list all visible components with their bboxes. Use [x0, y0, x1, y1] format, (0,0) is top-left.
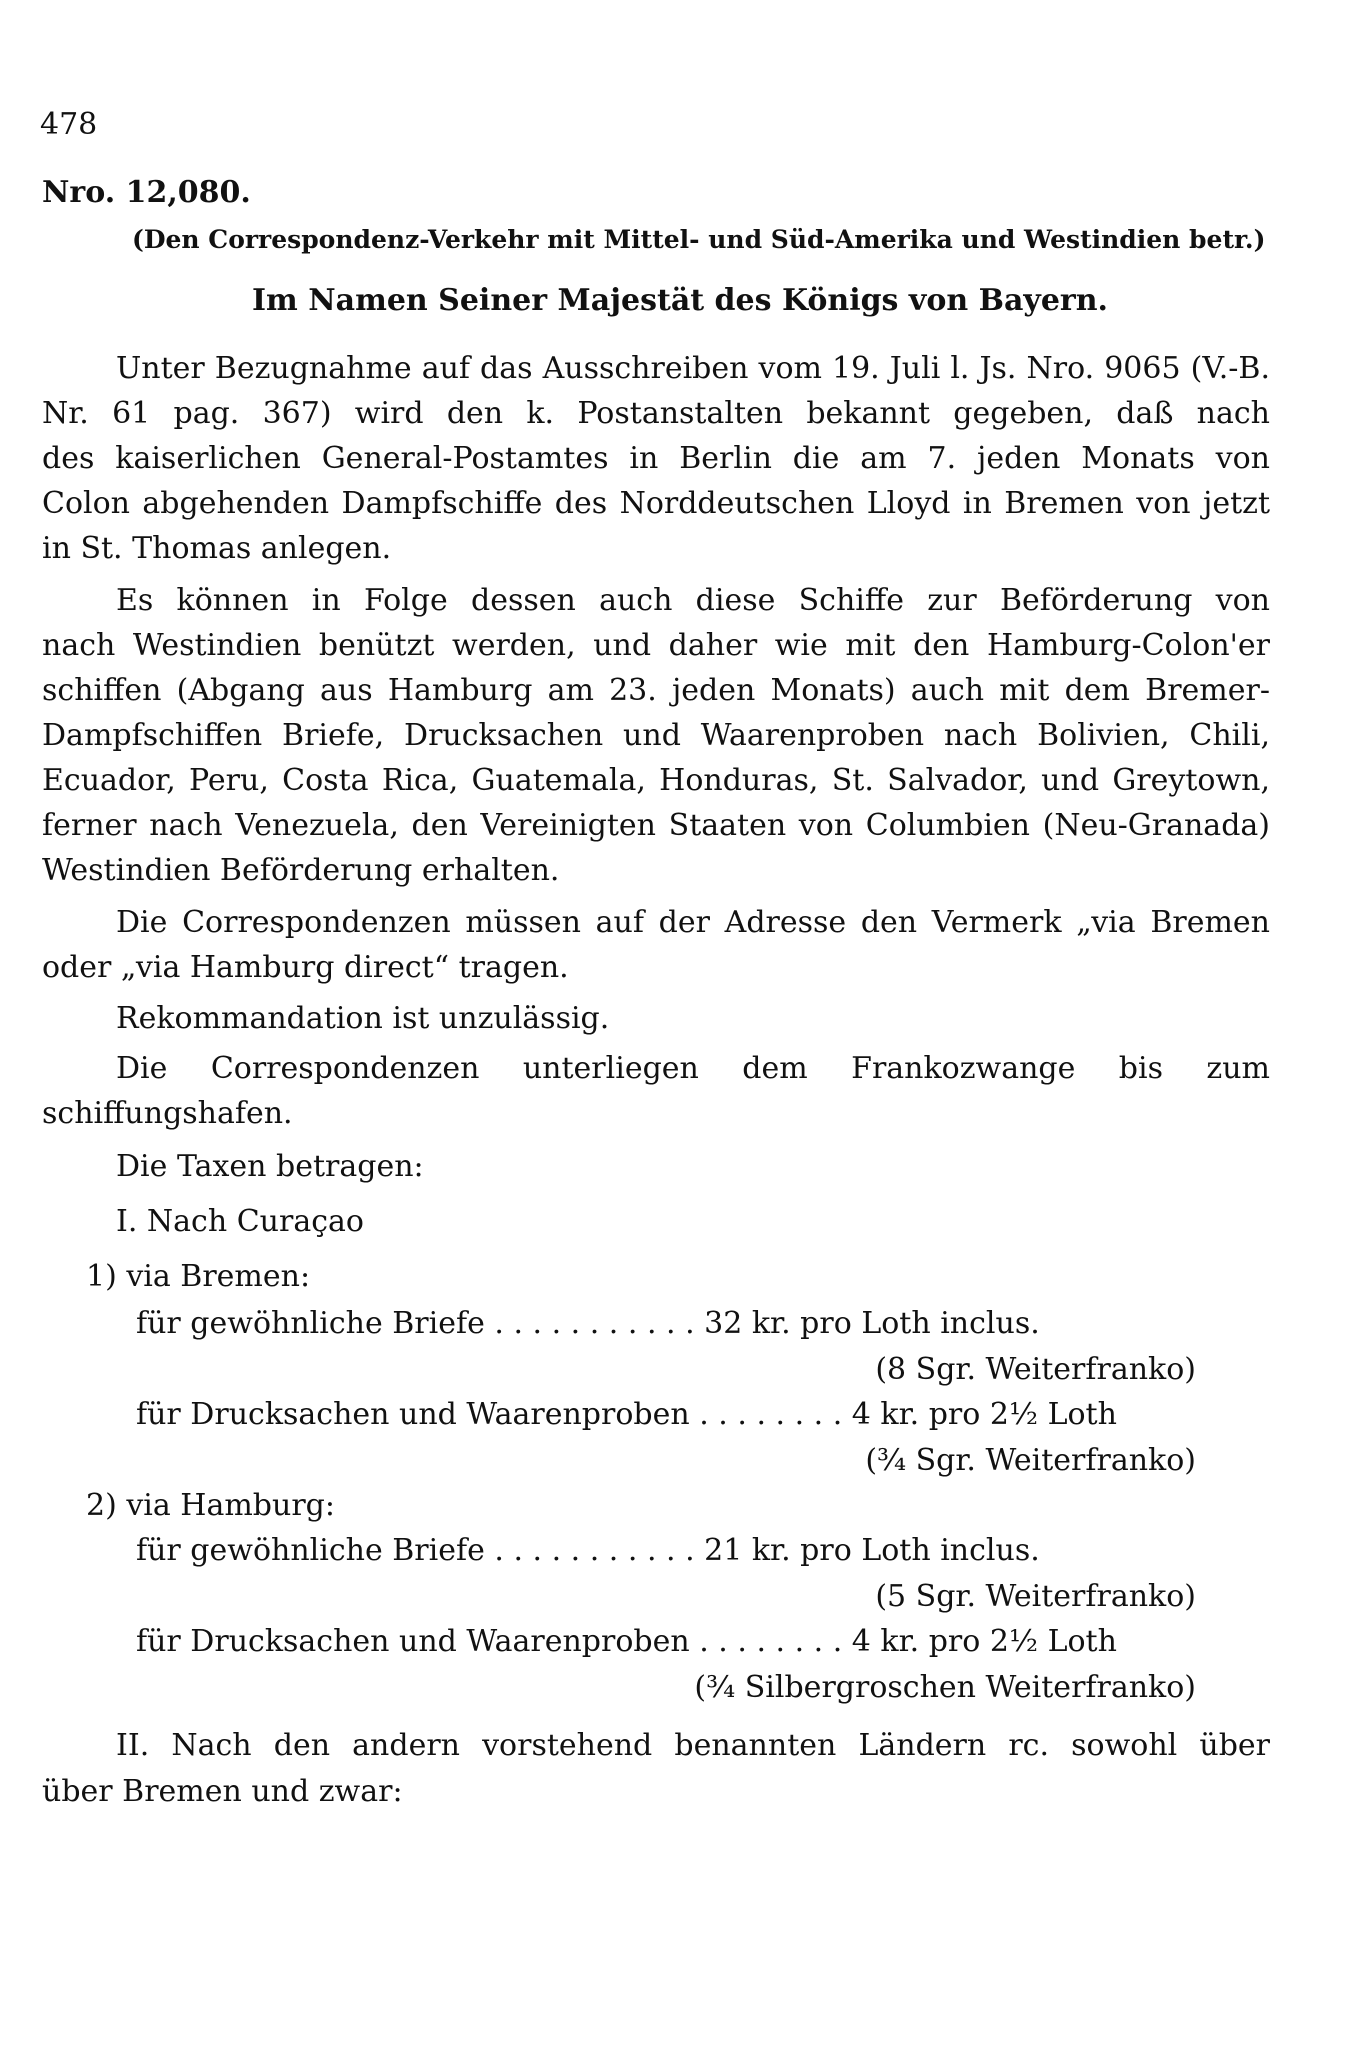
paragraph-line: Rekommandation ist unzulässig.: [116, 1001, 610, 1036]
paragraph-line: Nr. 61 pag. 367) wird den k. Postanstalten bekannt gegeben, daß nach: [42, 396, 1270, 431]
paragraph-line: oder „via Hamburg direct“ tragen.: [42, 950, 569, 985]
preamble-heading: Im Namen Seiner Majestät des Königs von Bayern.: [252, 283, 1108, 318]
page-number: 478: [40, 107, 98, 142]
paragraph-line: des kaiserlichen General-Postamtes in Berlin die am 7. jeden Monats von: [42, 441, 1270, 476]
tariff-line: für Drucksachen und Waarenproben . . . . . . . . 4 kr. pro 2½ Loth: [136, 1397, 1117, 1432]
document-number: Nro. 12,080.: [42, 175, 251, 210]
tariff-note: (¾ Silbergroschen Weiterfranko): [694, 1670, 1196, 1705]
paragraph-line: nach Westindien benützt werden, und daher wie mit den Hamburg-Colon'er: [42, 628, 1270, 663]
tariff-note: (8 Sgr. Weiterfranko): [875, 1352, 1196, 1387]
paragraph-line: Ecuador, Peru, Costa Rica, Guatemala, Honduras, St. Salvador, und Greytown,: [42, 763, 1270, 798]
paragraph-line: Westindien Beförderung erhalten.: [42, 853, 560, 888]
tariff-note: (¾ Sgr. Weiterfranko): [865, 1443, 1196, 1478]
section-heading: II. Nach den andern vorstehend benannten Ländern rc. sowohl über: [116, 1728, 1270, 1763]
paragraph-line: Die Taxen betragen:: [116, 1149, 424, 1184]
paragraph-line: Dampfschiffen Briefe, Drucksachen und Waarenproben nach Bolivien, Chili,: [42, 718, 1270, 753]
paragraph-line: Es können in Folge dessen auch diese Schiffe zur Beförderung von: [116, 583, 1270, 618]
paragraph-line: Die Correspondenzen müssen auf der Adresse den Vermerk „via Bremen: [116, 905, 1270, 940]
route-label: 1) via Bremen:: [86, 1259, 311, 1294]
paragraph-line: schiffen (Abgang aus Hamburg am 23. jeden Monats) auch mit dem Bremer-: [42, 673, 1270, 708]
paragraph-line: Colon abgehenden Dampfschiffe des Norddeutschen Lloyd in Bremen von jetzt: [42, 486, 1270, 521]
route-label: 2) via Hamburg:: [86, 1488, 335, 1523]
tariff-line: für gewöhnliche Briefe . . . . . . . . . . . 32 kr. pro Loth inclus.: [136, 1306, 1040, 1341]
tariff-line: für gewöhnliche Briefe . . . . . . . . . . . 21 kr. pro Loth inclus.: [136, 1533, 1040, 1568]
paragraph-line: ferner nach Venezuela, den Vereinigten Staaten von Columbien (Neu-Granada): [42, 808, 1270, 843]
document-subject: (Den Correspondenz-Verkehr mit Mittel- und Süd-Amerika und Westindien betr.): [132, 225, 1266, 254]
paragraph-line: Unter Bezugnahme auf das Ausschreiben vom 19. Juli l. Js. Nro. 9065 (V.-B.: [116, 351, 1270, 386]
paragraph-line: Die Correspondenzen unterliegen dem Frankozwange bis zum: [116, 1051, 1270, 1086]
section-heading: I. Nach Curaçao: [116, 1204, 364, 1239]
tariff-note: (5 Sgr. Weiterfranko): [875, 1579, 1196, 1614]
paragraph-line: in St. Thomas anlegen.: [42, 531, 392, 566]
paragraph-line: über Bremen und zwar:: [42, 1774, 403, 1809]
tariff-line: für Drucksachen und Waarenproben . . . . . . . . 4 kr. pro 2½ Loth: [136, 1624, 1117, 1659]
paragraph-line: schiffungshafen.: [42, 1096, 293, 1131]
